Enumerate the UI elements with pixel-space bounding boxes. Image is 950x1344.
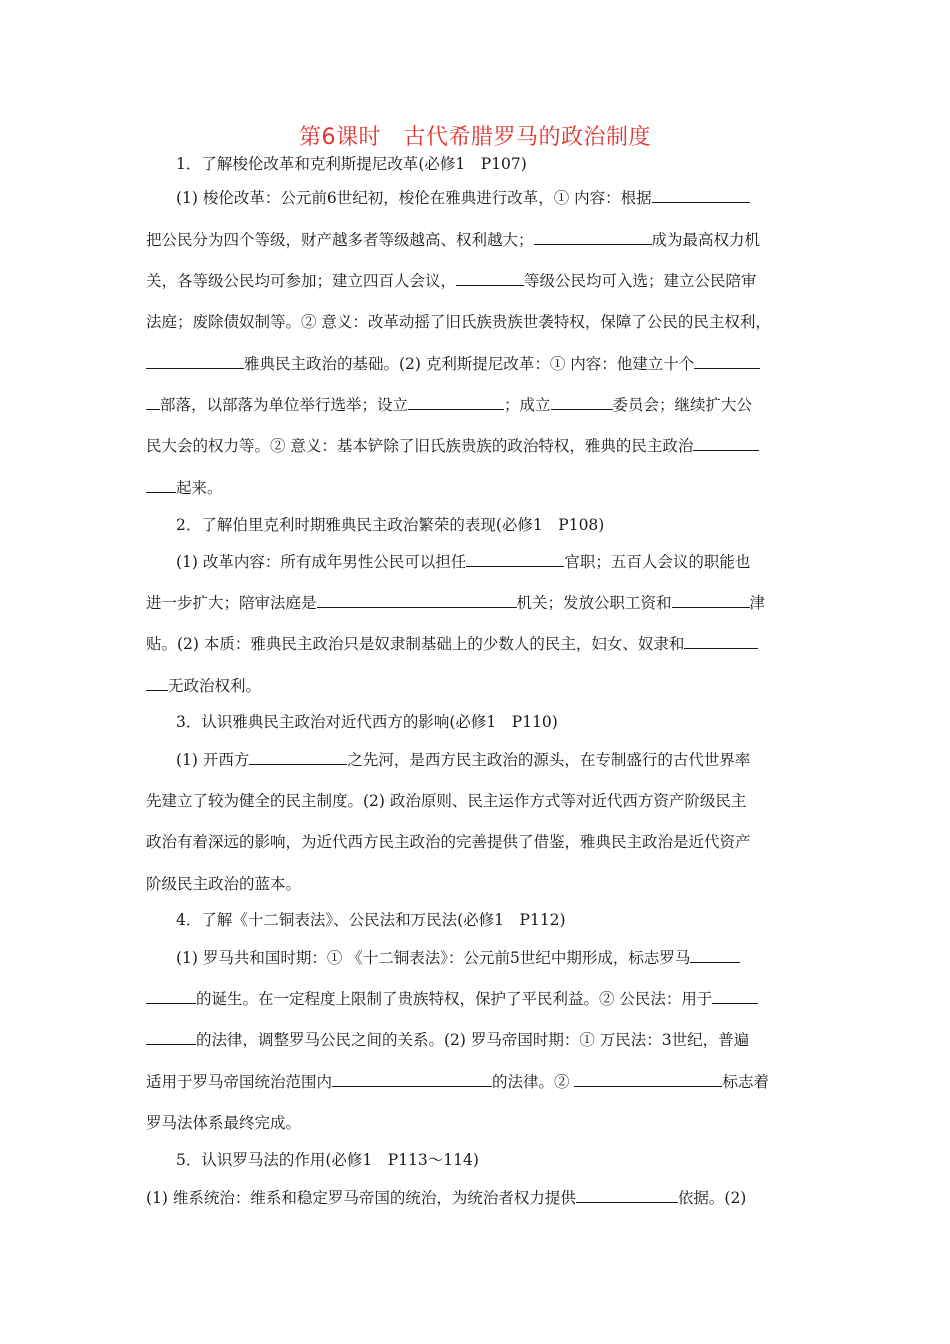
text-line: 的法律，调整罗马公民之间的关系。(2) 罗马帝国时期：① 万民法：3世纪，普遍 [146, 1028, 806, 1052]
text-line: 适用于罗马帝国统治范围内 的法律。② 标志着 [146, 1070, 806, 1094]
fill-blank[interactable] [408, 393, 504, 410]
text-line: 阶级民主政治的蓝本。 [146, 875, 302, 893]
fill-blank[interactable] [574, 1070, 722, 1087]
fill-blank[interactable] [693, 434, 759, 451]
fill-blank[interactable] [684, 632, 758, 649]
text-line: 的诞生。在一定程度上限制了贵族特权，保护了平民利益。② 公民法：用于 [146, 987, 806, 1011]
fill-blank[interactable] [317, 591, 517, 608]
fill-blank[interactable] [712, 987, 758, 1004]
fill-blank[interactable] [146, 476, 176, 493]
text-line: 无政治权利。 [146, 674, 806, 698]
fill-blank[interactable] [146, 352, 244, 369]
fill-blank[interactable] [146, 674, 168, 691]
text-line: 把公民分为四个等级，财产越多者等级越高、权利越大； 成为最高权力机 [146, 228, 806, 252]
section-5-heading: 5．认识罗马法的作用(必修1 P113～114) [176, 1151, 479, 1169]
fill-blank[interactable] [551, 393, 613, 410]
fill-blank[interactable] [456, 269, 524, 286]
fill-blank[interactable] [466, 550, 564, 567]
fill-blank[interactable] [249, 748, 347, 765]
fill-blank[interactable] [576, 1186, 678, 1203]
text-line: (1) 梭伦改革：公元前6世纪初，梭伦在雅典进行改革，① 内容：根据 [176, 186, 806, 210]
fill-blank[interactable] [146, 987, 196, 1004]
text-line: 民大会的权力等。② 意义：基本铲除了旧氏族贵族的政治特权，雅典的民主政治 [146, 434, 806, 458]
text-line: 先建立了较为健全的民主制度。(2) 政治原则、民主运作方式等对近代西方资产阶级民主 [146, 792, 747, 810]
fill-blank[interactable] [652, 186, 750, 203]
text-line: 罗马法体系最终完成。 [146, 1114, 302, 1132]
text-line: 政治有着深远的影响，为近代西方民主政治的完善提供了借鉴，雅典民主政治是近代资产 [146, 833, 751, 851]
fill-blank[interactable] [332, 1070, 492, 1087]
section-3-heading: 3．认识雅典民主政治对近代西方的影响(必修1 P110) [176, 713, 558, 731]
text-line: 雅典民主政治的基础。(2) 克利斯提尼改革：① 内容：他建立十个 [146, 352, 806, 376]
lesson-title: 第6课时 古代希腊罗马的政治制度 [299, 125, 651, 150]
fill-blank[interactable] [694, 352, 760, 369]
fill-blank[interactable] [534, 228, 652, 245]
text-line: (1) 维系统治：维系和稳定罗马帝国的统治，为统治者权力提供 依据。(2) [146, 1186, 806, 1210]
text-line: 贴。(2) 本质：雅典民主政治只是奴隶制基础上的少数人的民主，妇女、奴隶和 [146, 632, 806, 656]
section-2-heading: 2．了解伯里克利时期雅典民主政治繁荣的表现(必修1 P108) [176, 516, 605, 534]
section-1-heading: 1．了解梭伦改革和克利斯提尼改革(必修1 P107) [176, 155, 527, 173]
text-line: (1) 开西方 之先河，是西方民主政治的源头，在专制盛行的古代世界率 [176, 748, 806, 772]
text-line: 关，各等级公民均可参加；建立四百人会议， 等级公民均可入选；建立公民陪审 [146, 269, 806, 293]
text-line: 部落，以部落为单位举行选举；设立 ；成立 委员会；继续扩大公 [146, 393, 806, 417]
text-line: 进一步扩大；陪审法庭是 机关；发放公职工资和 津 [146, 591, 806, 615]
fill-blank[interactable] [672, 591, 750, 608]
text-line: 法庭；废除债奴制等。② 意义：改革动摇了旧氏族贵族世袭特权，保障了公民的民主权利， [146, 313, 771, 331]
text-line: 起来。 [146, 476, 806, 500]
fill-blank[interactable] [146, 1028, 196, 1045]
fill-blank[interactable] [146, 393, 160, 410]
text-line: (1) 改革内容：所有成年男性公民可以担任 官职；五百人会议的职能也 [176, 550, 806, 574]
text-line: (1) 罗马共和国时期：① 《十二铜表法》：公元前5世纪中期形成，标志罗马 [176, 946, 806, 970]
fill-blank[interactable] [690, 946, 740, 963]
section-4-heading: 4．了解《十二铜表法》、公民法和万民法(必修1 P112) [176, 911, 566, 929]
